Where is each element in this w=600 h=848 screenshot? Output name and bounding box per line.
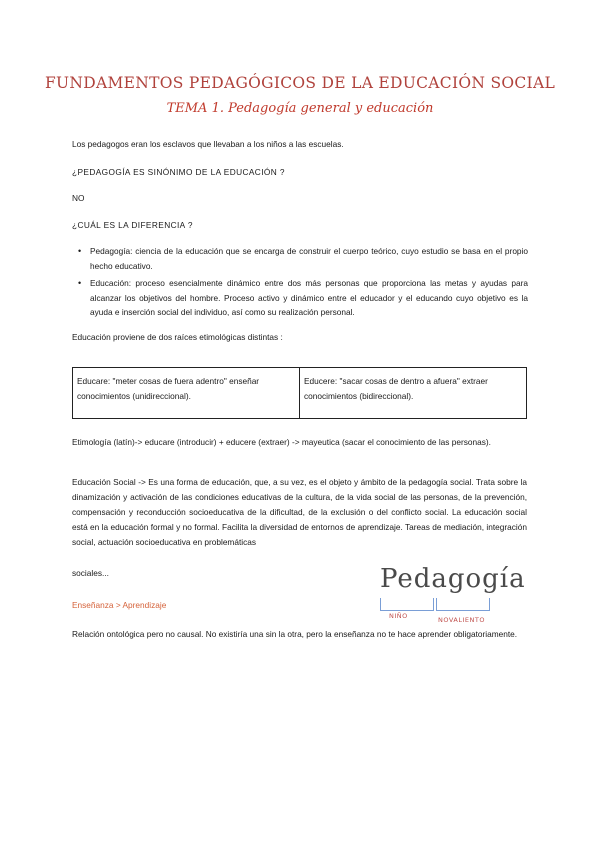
- relation-paragraph: Relación ontológica pero no causal. No existiría una sin la otra, pero la enseñanza no te hace aprender obligatoriamente.: [72, 629, 518, 639]
- bracket-right: [436, 598, 490, 611]
- definition-pedagogia: • Pedagogía: ciencia de la educación que se encarga de construir el cuerpo teórico, cuyo estudio se basa en el propio hecho educativo.: [78, 244, 528, 273]
- bracket-left: [380, 598, 434, 611]
- document-subtitle: TEMA 1. Pedagogía general y educación: [166, 101, 434, 116]
- roots-table: [72, 367, 527, 419]
- definition-educacion: • Educación: proceso esencialmente dinámico entre dos más personas que proporciona las metas y ayudas para alcanzar los objetivos del hombre. Proceso activo y dinámico entre el educador y el educando cuyo objetivo es la ayuda e inserción social del individuo, así como su realización personal.: [78, 276, 528, 320]
- educare-cell: Educare: "meter cosas de fuera adentro" enseñar conocimientos (unidireccional).: [73, 368, 300, 419]
- answer-no: NO: [72, 193, 85, 203]
- label-nino: NIÑO: [389, 612, 408, 620]
- etymology-paragraph: Etimología (latín)-> educare (introducir) + educere (extraer) -> mayeutica (sacar el conocimiento de las personas).: [72, 437, 491, 447]
- definitions-list: [78, 244, 528, 323]
- social-education-paragraph: Educación Social -> Es una forma de educación, que, a su vez, es el objeto y ámbito de la pedagogía social. Trata sobre la dinamización y activación de las condiciones educativas de la cultura, de la vida social de las personas, de la prevención, compensación y reconducción socioeducativa de la dificultad, de la exclusión o del conflicto social. La educación social está en la educación formal y no formal. Facilita la diversidad de entornos de aprendizaje. Tareas de mediación, integración social, actuación socioeducativa en problemáticas: [72, 477, 527, 547]
- roots-intro: Educación proviene de dos raíces etimológicas distintas :: [72, 332, 283, 342]
- comparison-text: Enseñanza > Aprendizaje: [72, 600, 167, 610]
- question-synonym: ¿PEDAGOGÍA ES SINÓNIMO DE LA EDUCACIÓN ?: [72, 167, 285, 177]
- question-difference: ¿CUÁL ES LA DIFERENCIA ?: [72, 220, 193, 230]
- social-education-tail: sociales...: [72, 568, 109, 578]
- handwritten-pedagogia: Pedagogía: [380, 564, 526, 594]
- educere-cell: Educere: "sacar cosas de dentro a afuera" extraer conocimientos (bidireccional).: [300, 368, 527, 419]
- document-title: FUNDAMENTOS PEDAGÓGICOS DE LA EDUCACIÓN SOCIAL: [44, 74, 556, 92]
- intro-paragraph: Los pedagogos eran los esclavos que llevaban a los niños a las escuelas.: [72, 139, 344, 149]
- label-novaliento: NOVALIENTO: [438, 616, 485, 624]
- table-row: [73, 368, 527, 419]
